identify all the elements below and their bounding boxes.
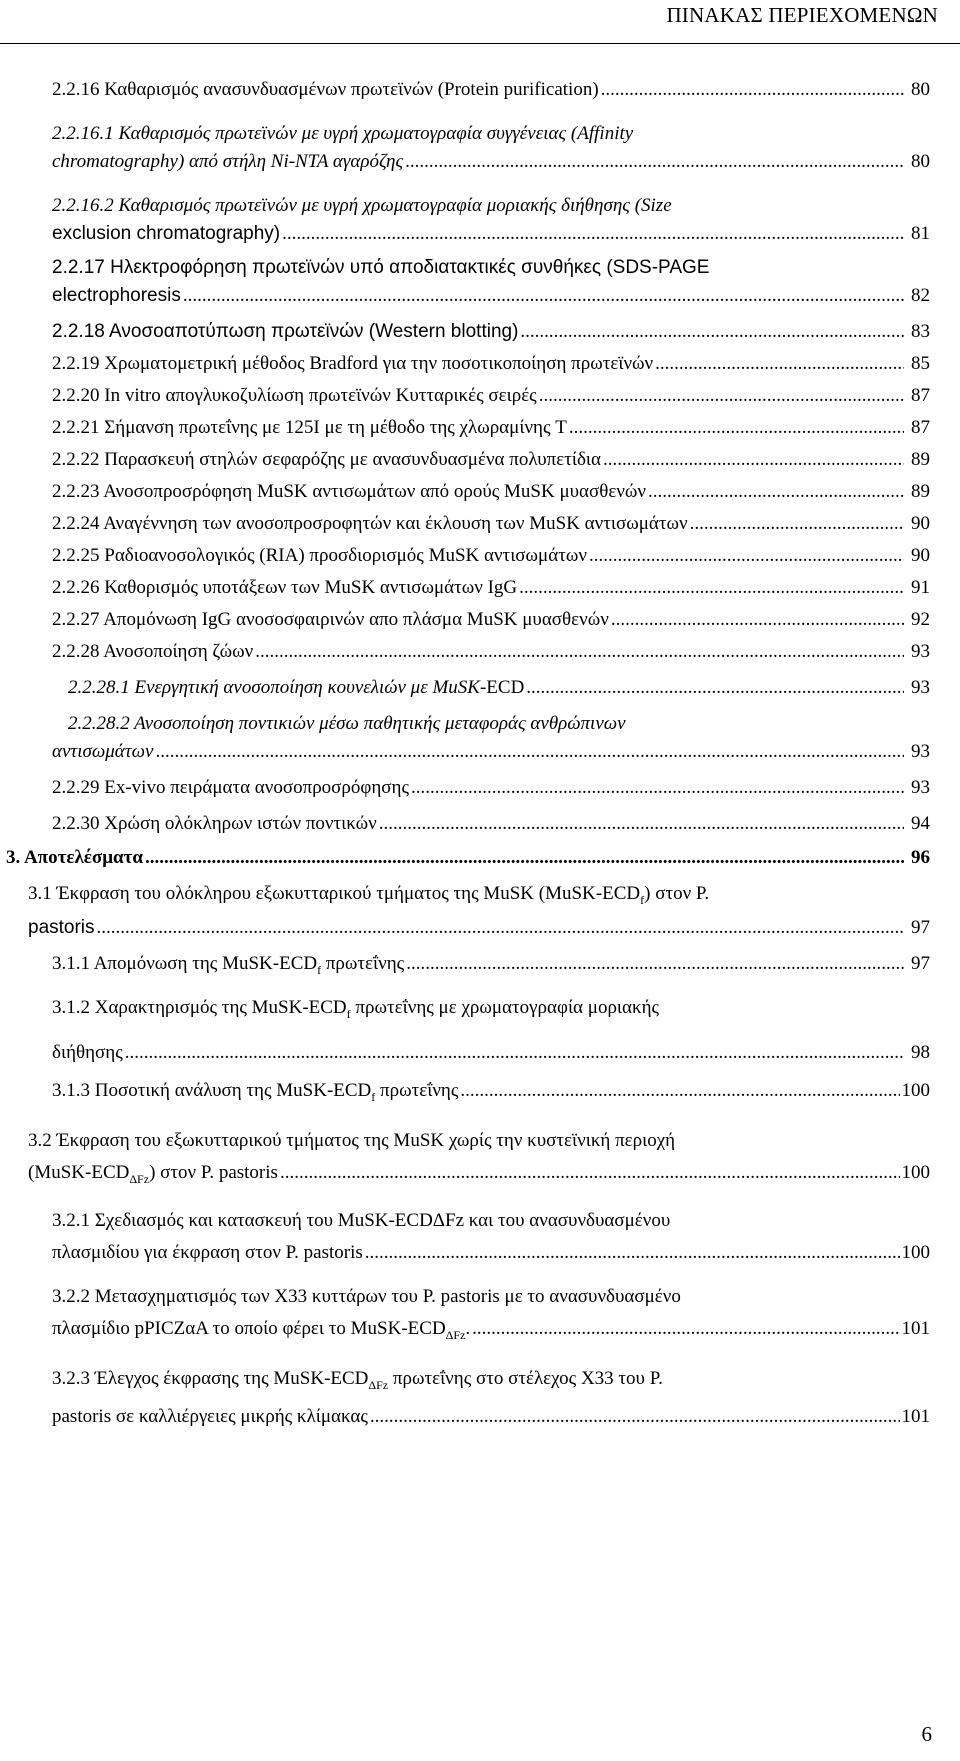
toc-entry-label: 2.2.25 Ραδιοανοσολογικός (RIA) προσδιορισμός MuSK αντισωμάτων [52,545,587,566]
toc-entry-2-2-22[interactable] [28,446,930,474]
dot-leader [405,148,904,176]
toc-entry-label-line1: Καθαρισμός πρωτεϊνών με υγρή χρωματογραφία συγγένειας (Affinity [118,123,634,144]
toc-page-number: 89 [911,449,930,470]
toc-entry-2-2-26[interactable] [28,574,930,602]
toc-page-number: 101 [901,1405,930,1427]
toc-entry-2-2-28[interactable] [28,638,930,666]
dot-leader [183,282,904,310]
header-rule [0,43,960,44]
dot-leader [460,1077,899,1105]
toc-entry-3-2-1[interactable] [28,1207,930,1267]
toc-entry-label-line1: Καθαρισμός πρωτεϊνών με υγρή χρωματογραφία μοριακής διήθησης (Size [118,195,672,216]
toc-entry-2-2-17[interactable] [28,254,930,310]
dot-leader [280,1159,900,1187]
toc-entry-label: 3.1.1 Απομόνωση της MuSK-$ECD_f$ πρωτεΐνης [52,952,405,977]
running-header: ΠΙΝΑΚΑΣ ΠΕΡΙΕΧΟΜΕΝΩΝ [666,3,938,27]
toc-page-number: 93 [911,641,930,662]
toc-page-number: 90 [911,513,930,534]
toc-entry-label: 2.2.24 Αναγέννηση των ανοσοπροσροφητών και έκλουση των MuSK αντισωμάτων [52,513,688,534]
toc-entry-3-1-2[interactable] [28,994,930,1068]
toc-entry-label-line1: 3.2 Έκφραση του εξωκυτταρικού τμήματος της MuSK χωρίς την κυστεϊνική περιοχή [28,1130,676,1152]
toc-entry-label-line2: αντισωμάτων [52,741,154,762]
toc-entry-label: 2.2.28 Ανοσοποίηση ζώων [52,641,254,662]
toc-entry-3-2-2[interactable] [28,1283,930,1349]
toc-entry-number: 2.2.16.2 [52,195,114,216]
toc-page-number: 101 [901,1317,930,1339]
dot-leader [472,1315,899,1343]
toc-entry-label: 2.2.20 In vitro απογλυκοζυλίωση πρωτεϊνών Κυτταρικές σειρές [52,385,537,406]
dot-leader [379,810,904,838]
toc-page-number: 93 [911,777,930,798]
toc-page-number: 80 [911,79,930,100]
toc-page-number: 91 [911,577,930,598]
toc-entry-label-line1: 3.2.2 Μετασχηματισμός των X33 κυττάρων του P. pastoris με το ανασυνδυασμένο [52,1285,681,1307]
toc-entry-2-2-16-2[interactable] [28,192,930,248]
toc-entry-number: 2.2.16.1 [52,123,114,144]
toc-entry-label: 2.2.16 Καθαρισμός ανασυνδυασμένων πρωτεϊνών (Protein purification) [52,79,599,100]
toc-page-number: 82 [911,285,930,306]
toc-page-number: 87 [911,385,930,406]
toc-entry-3-1-1[interactable] [28,950,930,984]
toc-page-number: 96 [911,847,930,868]
toc-entry-label-suffix: -ECD [479,677,525,698]
toc-entry-label-line2: chromatography) από στήλη Ni-NTA αγαρόζης [52,151,404,172]
toc-page-number: 98 [911,1042,930,1064]
toc-entry-3-1[interactable] [28,880,930,942]
dot-leader [601,76,904,104]
toc-entry-label: 2.2.23 Ανοσοπροσρόφηση MuSK αντισωμάτων από ορούς MuSK μυασθενών [52,481,647,502]
dot-leader [255,638,904,666]
toc-entry-label: 2.2.27 Απομόνωση IgG ανοσοσφαιρινών απο πλάσμα MuSK μυασθενών [52,609,609,630]
toc-entry-label: 2.2.22 Παρασκευή στηλών σεφαρόζης με ανασυνδυασμένα πολυπετίδια [52,449,601,470]
toc-page-number: 90 [911,545,930,566]
toc-entry-label-line2: $(MuSK-ECD_{\Delta Fz})$ στον P. pastoris [28,1162,278,1186]
toc-page-number: 85 [911,353,930,374]
dot-leader [520,318,904,346]
toc-entry-2-2-25[interactable] [28,542,930,570]
dot-leader [282,220,904,248]
dot-leader [603,446,904,474]
dot-leader [648,478,904,506]
toc-page-number: 89 [911,481,930,502]
toc-entry-label-line2: exclusion chromatography) [52,223,281,244]
toc-entry-label: 2.2.30 Χρώση ολόκληρων ιστών ποντικών [52,813,377,834]
toc-entry-label-line1: 2.2.17 Ηλεκτροφόρηση πρωτεϊνών υπό αποδιατακτικές συνθήκες (SDS-PAGE [52,257,710,278]
toc-entry-label-line2: πλασμίδιο pPICZαA το οποίο φέρει το MuSK-$ECD_{\Delta Fz}$. [52,1317,471,1342]
toc-entry-2-2-27[interactable] [28,606,930,634]
dot-leader [589,542,904,570]
toc-entry-2-2-29[interactable] [28,774,930,802]
toc-page-number: 87 [911,417,930,438]
toc-entry-label: 2.2.21 Σήμανση πρωτεΐνης με 125I με τη μέθοδο της χλωραμίνης T [52,417,567,438]
dot-leader [569,414,904,442]
dot-leader [406,950,904,978]
toc-page-number: 97 [911,916,930,938]
toc-page-number: 92 [911,609,930,630]
toc-entry-label: 2.2.19 Χρωματομετρική μέθοδος Bradford για την ποσοτικοποίηση πρωτεϊνών [52,353,654,374]
toc-entry-3-2[interactable] [28,1127,930,1193]
toc-page-number: 83 [911,321,930,342]
toc-entry-label-line2: διήθησης [52,1042,123,1064]
toc-entry-label-line1: 2.2.28.2 Ανοσοποίηση ποντικιών μέσω παθητικής μεταφοράς ανθρώπινων [68,713,626,734]
dot-leader [365,1239,900,1267]
toc-entry-label-line2: πλασμιδίου για έκφραση στον P. pastoris [52,1241,363,1263]
toc-entry-label: 3.1.3 Ποσοτική ανάλυση της MuSK-$ECD_f$ πρωτεΐνης [52,1080,459,1105]
dot-leader [519,574,904,602]
table-of-contents [6,76,930,1431]
toc-chapter-3-results[interactable] [6,844,930,872]
dot-leader [145,844,904,872]
dot-leader [155,738,904,766]
toc-entry-label-line2: pastoris σε καλλιέργειες μικρής κλίμακας [52,1405,368,1427]
toc-entry-label-line2: electrophoresis [52,285,181,306]
toc-entry-label-line1: 3.2.1 Σχεδιασμός και κατασκευή του MuSK-ECDΔFz και του ανασυνδυασμένου [52,1209,671,1231]
dot-leader [611,606,904,634]
toc-entry-label-line2: pastoris [28,916,95,938]
toc-entry-3-1-3[interactable] [28,1077,930,1111]
toc-entry-2-2-16-1[interactable] [28,120,930,176]
toc-entry-2-2-23[interactable] [28,478,930,506]
dot-leader [125,1039,904,1067]
toc-page-number: 93 [911,741,930,762]
toc-entry-2-2-19[interactable] [28,350,930,378]
toc-entry-label: 2.2.28.1 Ενεργητική ανοσοποίηση κουνελιών με MuSK [68,677,480,698]
toc-entry-label: 2.2.26 Καθορισμός υποτάξεων των MuSK αντισωμάτων IgG [52,577,518,598]
toc-entry-3-2-3[interactable] [28,1365,930,1431]
toc-entry-2-2-20[interactable] [28,382,930,410]
toc-entry-2-2-30[interactable] [28,810,930,838]
toc-page-number: 93 [911,677,930,698]
toc-page-number: 81 [911,223,930,244]
toc-page-number: 97 [911,952,930,974]
toc-entry-2-2-28-2[interactable] [28,710,930,766]
toc-entry-2-2-24[interactable] [28,510,930,538]
toc-entry-2-2-16[interactable] [28,76,930,104]
dot-leader [97,914,904,942]
toc-entry-2-2-18[interactable] [28,318,930,346]
toc-entry-label-line1: 3.2.3 Έλεγχος έκφρασης της MuSK-$ECD_{\Delta Fz}$ πρωτεΐνης στο στέλεχος X33 του P. [52,1367,663,1392]
toc-entry-label: 2.2.18 Ανοσοαποτύπωση πρωτεϊνών (Western blotting) [52,321,519,342]
toc-entry-2-2-21[interactable] [28,414,930,442]
toc-page-number: 94 [911,813,930,834]
toc-entry-label-line1: 3.1.2 Χαρακτηρισμός της MuSK-$ECD_f$ πρωτεΐνης με χρωματογραφία μοριακής [52,996,660,1021]
toc-page-number: 80 [911,151,930,172]
toc-entry-label-line1: 3.1 Έκφραση του ολόκληρου εξωκυτταρικού τμήματος της MuSK $(MuSK-ECD_f)$ στον P. [28,883,710,907]
toc-chapter-label: 3. Αποτελέσματα [6,847,143,868]
toc-entry-label: 2.2.29 Ex-vivo πειράματα ανοσοπροσρόφησης [52,777,410,798]
dot-leader [539,382,904,410]
toc-page-number: 100 [901,1241,930,1263]
dot-leader [411,774,904,802]
toc-page-number: 100 [901,1080,930,1102]
toc-entry-2-2-28-1[interactable] [28,674,930,702]
dot-leader [655,350,904,378]
page-number: 6 [921,1722,932,1746]
dot-leader [370,1403,900,1431]
dot-leader [526,674,904,702]
dot-leader [690,510,904,538]
toc-page-number: 100 [901,1162,930,1184]
